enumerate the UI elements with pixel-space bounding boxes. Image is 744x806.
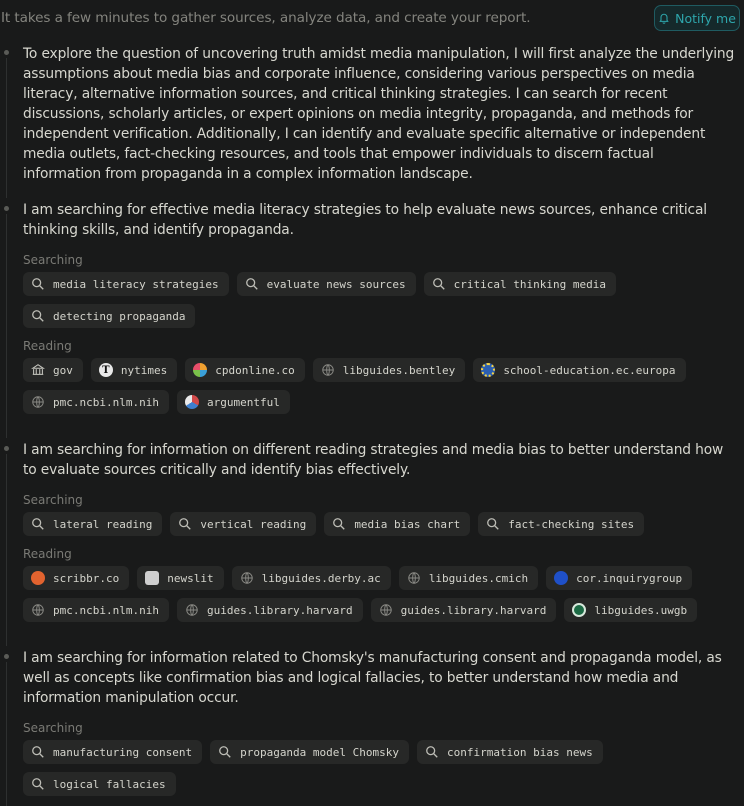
globe-icon (31, 395, 45, 409)
search-query-chip[interactable]: logical fallacies (23, 772, 176, 796)
research-step (0, 640, 744, 800)
search-query-chip[interactable]: propaganda model Chomsky (210, 740, 409, 764)
status-text: It takes a few minutes to gather sources, analyze data, and create your report. (1, 10, 531, 26)
timeline-dot (4, 206, 9, 211)
search-query-chip[interactable]: vertical reading (170, 512, 316, 536)
timeline-dot (4, 50, 9, 55)
search-query-chip[interactable]: evaluate news sources (237, 272, 416, 296)
step-text: To explore the question of uncovering truth amidst media manipulation, I will first analyze the underlying assumptions about media bias and corporate influence, considering various perspectives on media literacy, alternative information sources, and critical thinking strategies. I can search for recent discussions, scholarly articles, or expert opinions on media integrity, propaganda, and methods for independent verification. Additionally, I can identify and evaluate specific alternative or independent media outlets, fact-checking resources, and tools that empower individuals to discern factual information from propaganda in a complex information landscape. (23, 46, 735, 182)
search-icon (218, 745, 232, 759)
source-chip[interactable]: cpdonline.co (185, 358, 304, 382)
source-list (23, 566, 738, 630)
reading-label: Reading (23, 339, 72, 353)
search-query-chip[interactable]: manufacturing consent (23, 740, 202, 764)
source-list (23, 358, 738, 422)
step-text: I am searching for effective media literacy strategies to help evaluate news sources, enhance critical thinking skills, and identify propaganda. (23, 202, 707, 238)
source-chip[interactable]: libguides.uwgb (564, 598, 697, 622)
notify-me-label: Notify me (675, 10, 736, 26)
reading-label: Reading (23, 547, 72, 561)
search-icon (486, 517, 500, 531)
globe-icon (407, 571, 421, 585)
search-icon (31, 277, 45, 291)
search-icon (31, 309, 45, 323)
timeline-dot (4, 654, 9, 659)
research-step (0, 192, 744, 432)
source-chip[interactable]: argumentful (177, 390, 290, 414)
source-chip[interactable]: pmc.ncbi.nlm.nih (23, 390, 169, 414)
search-query-chip[interactable]: media literacy strategies (23, 272, 229, 296)
scribbr-icon (31, 571, 45, 585)
research-timeline (0, 36, 744, 800)
searching-label: Searching (23, 721, 83, 735)
notify-me-button[interactable] (654, 5, 740, 31)
source-chip[interactable]: pmc.ncbi.nlm.nih (23, 598, 169, 622)
globe-icon (321, 363, 335, 377)
search-icon (432, 277, 446, 291)
uwgb-icon (572, 603, 586, 617)
globe-icon (379, 603, 393, 617)
source-chip[interactable]: libguides.derby.ac (232, 566, 391, 590)
research-step (0, 432, 744, 640)
step-text: I am searching for information related to Chomsky's manufacturing consent and propaganda model, as well as concepts like confirmation bias and logical fallacies, to better understand how media and information manipulation occur. (23, 650, 722, 706)
cor-icon (554, 571, 568, 585)
search-query-chip[interactable]: detecting propaganda (23, 304, 195, 328)
eu-icon (481, 363, 495, 377)
search-query-chip[interactable]: confirmation bias news (417, 740, 603, 764)
timeline-dot (4, 446, 9, 451)
globe-icon (31, 603, 45, 617)
source-chip[interactable]: guides.library.harvard (371, 598, 557, 622)
source-chip[interactable]: T nytimes (91, 358, 177, 382)
search-icon (178, 517, 192, 531)
gov-seal-icon (31, 363, 45, 377)
search-icon (31, 745, 45, 759)
search-query-chip[interactable]: lateral reading (23, 512, 162, 536)
search-query-chip[interactable]: critical thinking media (424, 272, 616, 296)
source-chip[interactable]: libguides.cmich (399, 566, 538, 590)
source-chip[interactable]: newslit (137, 566, 223, 590)
argumentful-icon (185, 395, 199, 409)
search-query-chip[interactable]: media bias chart (324, 512, 470, 536)
search-icon (425, 745, 439, 759)
research-status-header (0, 0, 744, 36)
search-query-list (23, 740, 738, 804)
source-chip[interactable]: scribbr.co (23, 566, 129, 590)
globe-icon (240, 571, 254, 585)
search-query-chip[interactable]: fact-checking sites (478, 512, 644, 536)
searching-label: Searching (23, 253, 83, 267)
search-icon (332, 517, 346, 531)
step-text: I am searching for information on different reading strategies and media bias to better understand how to evaluate sources critically and identify bias effectively. (23, 442, 724, 478)
search-query-list (23, 512, 738, 544)
bell-icon (658, 12, 670, 24)
source-chip[interactable]: gov (23, 358, 83, 382)
search-icon (245, 277, 259, 291)
research-step (0, 36, 744, 192)
globe-icon (185, 603, 199, 617)
source-chip[interactable]: libguides.bentley (313, 358, 466, 382)
source-chip[interactable]: guides.library.harvard (177, 598, 363, 622)
search-icon (31, 517, 45, 531)
newslit-icon (145, 571, 159, 585)
search-icon (31, 777, 45, 791)
cpdonline-icon (193, 363, 207, 377)
source-chip[interactable]: school-education.ec.europa (473, 358, 685, 382)
search-query-list (23, 272, 738, 336)
source-chip[interactable]: cor.inquirygroup (546, 566, 692, 590)
searching-label: Searching (23, 493, 83, 507)
nytimes-icon: T (99, 363, 113, 377)
